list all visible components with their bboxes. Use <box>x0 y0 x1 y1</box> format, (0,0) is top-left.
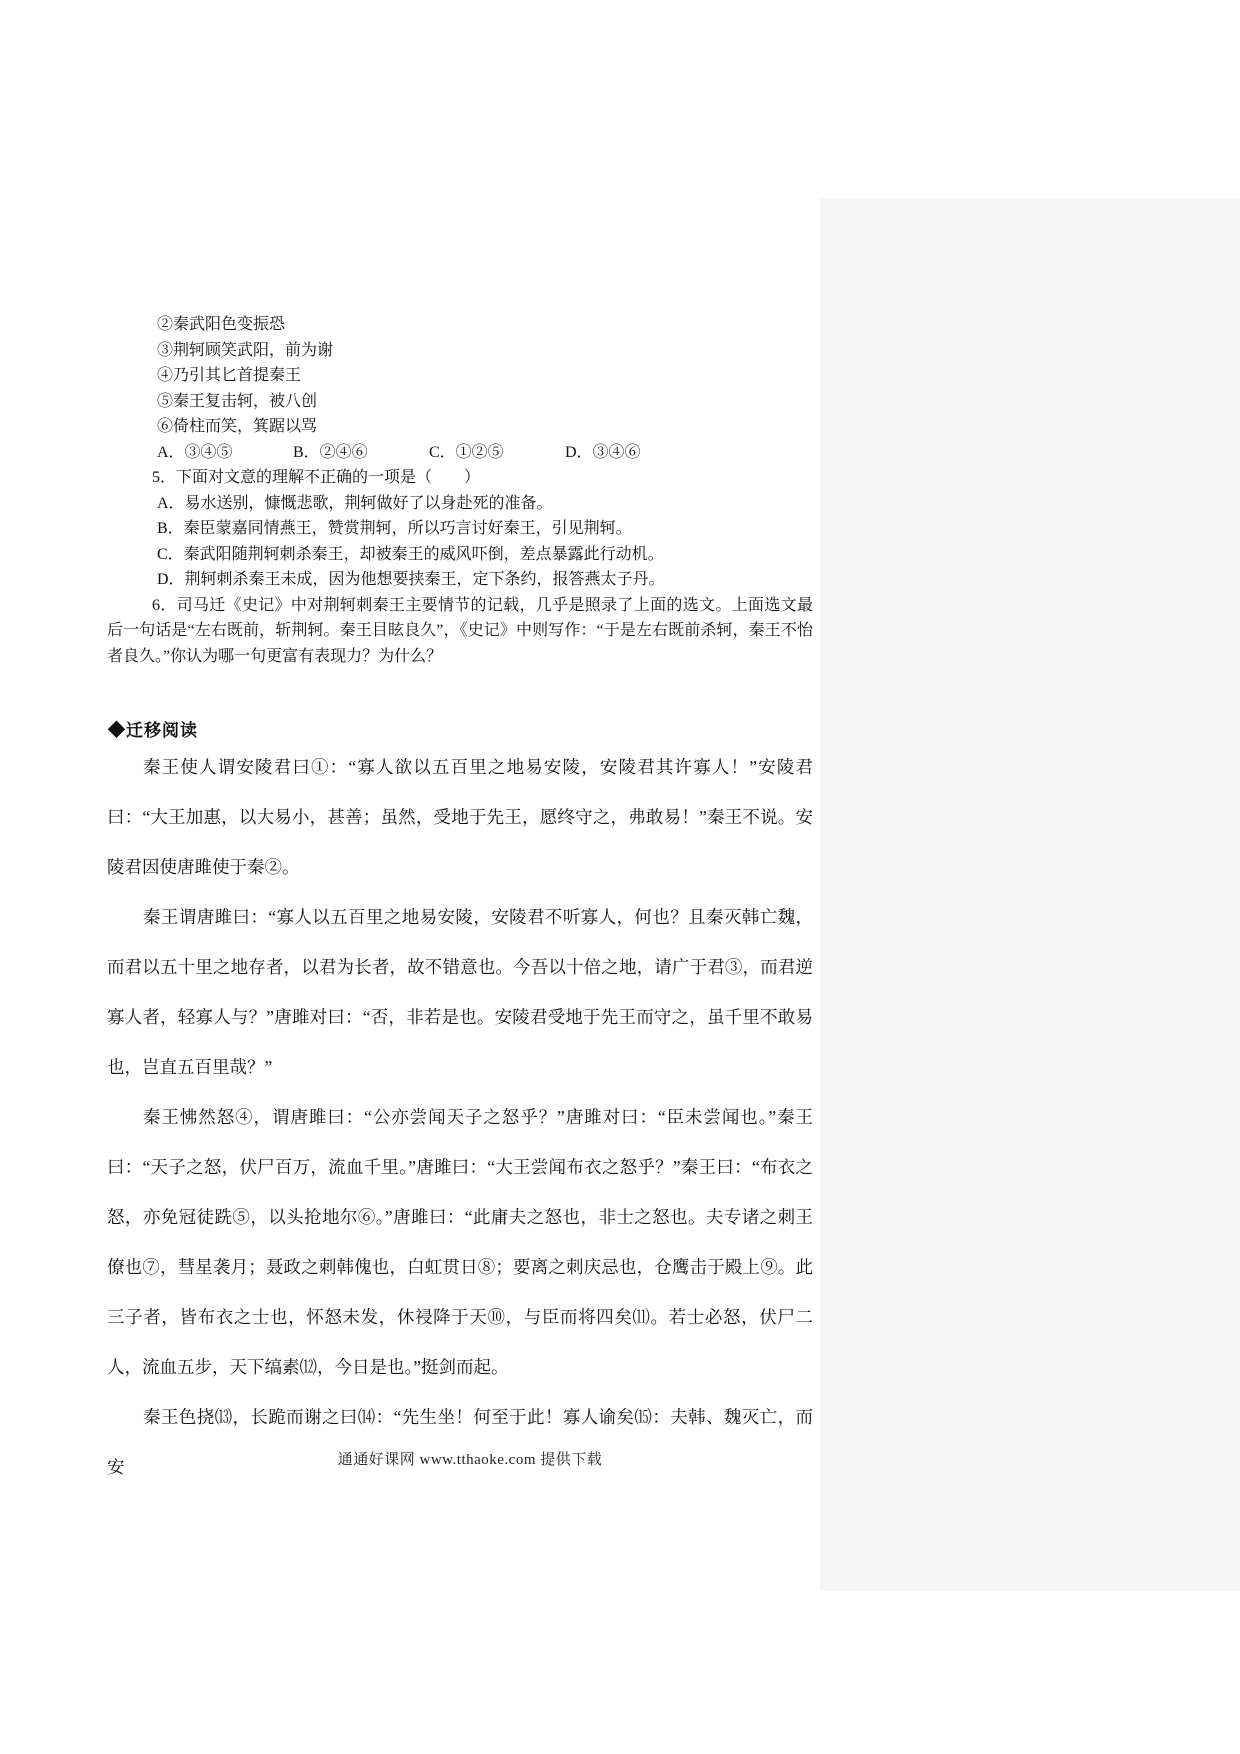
question5-option-a: A．易水送别，慷慨悲歌，荆轲做好了以身赴死的准备。 <box>157 494 553 512</box>
transfer-reading-header <box>108 716 198 741</box>
question4-choice-b: B．②④⑥ <box>293 443 368 461</box>
passage-paragraph: 秦王色挠⒀，长跪而谢之曰⒁：“先生坐！何至于此！寡人谕矣⒂：夫韩、魏灭亡，而安 <box>107 1407 813 1477</box>
question5-option-b: B．秦臣蒙嘉同情燕王，赞赏荆轲，所以巧言讨好秦王，引见荆轲。 <box>157 520 632 537</box>
question4-item: ⑤秦王复击轲，被八创 <box>157 392 318 410</box>
question6-text: 6．司马迁《史记》中对荆轲刺秦王主要情节的记载，几乎是照录了上面的选文。上面选文最后一句话是“左右既前，斩荆轲。秦王目眩良久”，《史记》中则写作：“于是左右既前杀轲，秦王不怡者良久。”你认为哪一句更富有表现力？为什么？ <box>107 596 813 665</box>
question5-option-d: D．荆轲刺杀秦王未成，因为他想要挟秦王，定下条约，报答燕太子丹。 <box>157 571 665 588</box>
page-footer: 通通好课网 www.tthaoke.com 提供下载 <box>337 1452 603 1468</box>
passage-paragraph: 秦王谓唐雎曰：“寡人以五百里之地易安陵，安陵君不听寡人，何也？且秦灭韩亡魏，而君以五十里之地存者，以君为长者，故不错意也。今吾以十倍之地，请广于君③，而君逆寡人者，轻寡人与？”唐雎对曰：“否，非若是也。安陵君受地于先王而守之，虽千里不敢易也，岂直五百里哉？” <box>107 907 813 1077</box>
passage-paragraph: 秦王怫然怒④，谓唐雎曰：“公亦尝闻天子之怒乎？”唐雎对曰：“臣未尝闻也。”秦王曰：“天子之怒，伏尸百万，流血千里。”唐雎曰：“大王尝闻布衣之怒乎？”秦王曰：“布衣之怒，亦免冠徒跣⑤，以头抢地尔⑥。”唐雎曰：“此庸夫之怒也，非士之怒也。夫专诸之刺王僚也⑦，彗星袭月；聂政之刺韩傀也，白虹贯日⑧；要离之刺庆忌也，仓鹰击于殿上⑨。此三子者，皆布衣之士也，怀怒未发，休祲降于天⑩，与臣而将四矣⑾。若士必怒，伏尸二人，流血五步，天下缟素⑿，今日是也。”挺剑而起。 <box>107 1107 813 1377</box>
question4-choice-a: A．③④⑤ <box>157 443 233 461</box>
diamond-icon: ◆ <box>108 721 126 740</box>
passage-paragraph: 秦王使人谓安陵君曰①：“寡人欲以五百里之地易安陵，安陵君其许寡人！”安陵君曰：“大王加惠，以大易小，甚善；虽然，受地于先王，愿终守之，弗敢易！”秦王不说。安陵君因使唐雎使于秦②。 <box>107 757 813 877</box>
question5-stem: 5．下面对文意的理解不正确的一项是（ ） <box>152 469 481 486</box>
question4-choice-d: D．③④⑥ <box>565 443 641 461</box>
section-title: 迁移阅读 <box>126 721 198 740</box>
question4-choice-c: C．①②⑤ <box>429 443 504 461</box>
question5-option-c: C．秦武阳随荆轲刺杀秦王，却被秦王的威风吓倒，差点暴露此行动机。 <box>157 545 664 563</box>
gray-panel <box>820 199 1240 1591</box>
question4-item: ③荆轲顾笑武阳，前为谢 <box>157 341 334 359</box>
quiz-section <box>107 312 813 669</box>
reading-passage <box>107 742 813 1492</box>
question4-item: ④乃引其匕首提秦王 <box>157 367 302 384</box>
question4-item: ⑥倚柱而笑，箕踞以骂 <box>157 418 318 435</box>
question4-item: ②秦武阳色变振恐 <box>157 316 286 333</box>
question4-choices-row <box>107 440 813 466</box>
